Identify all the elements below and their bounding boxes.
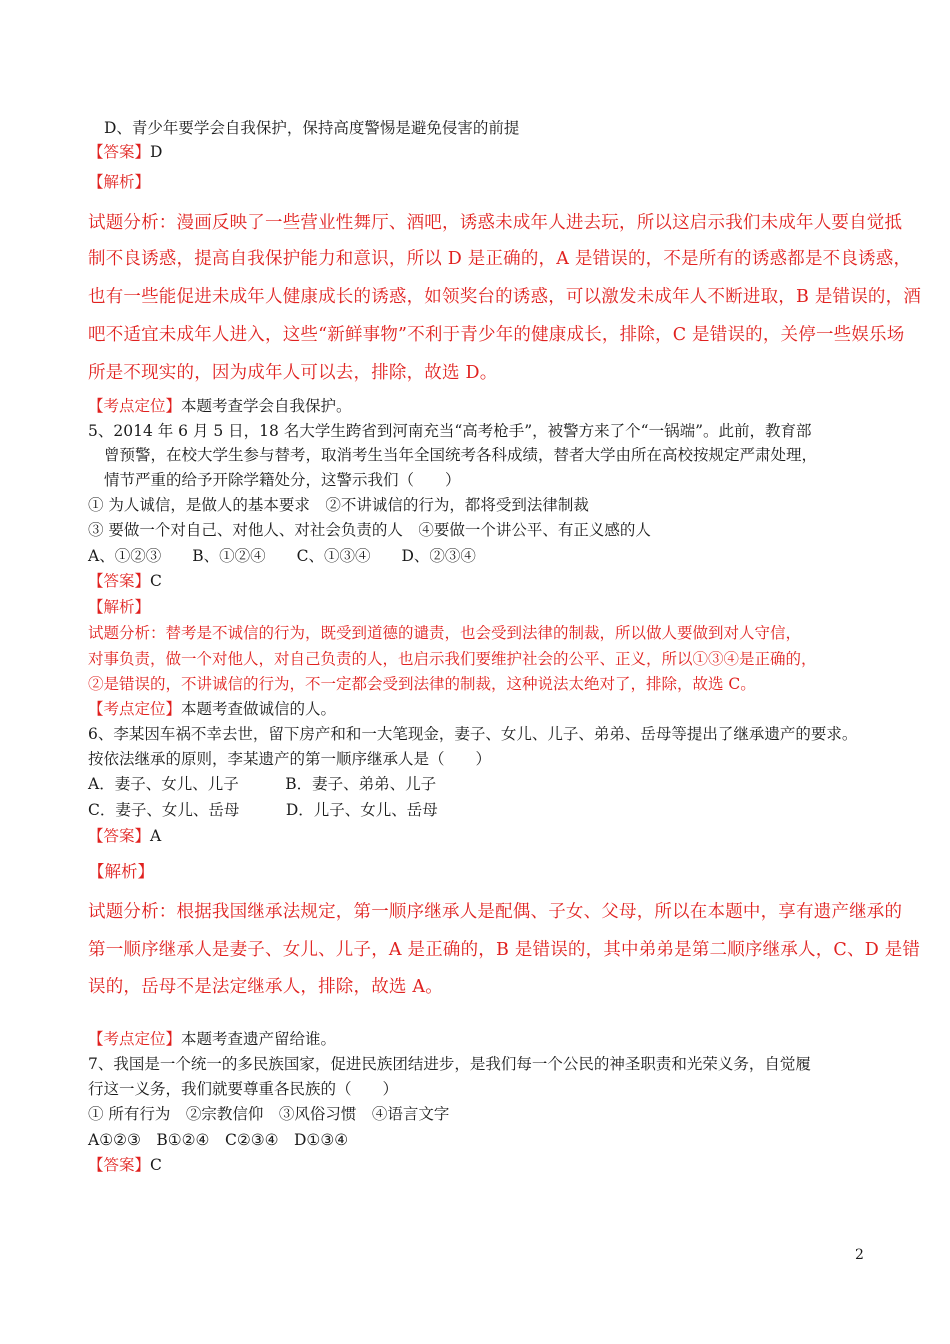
q7-options: A①②③ B①②④ C②③④ D①③④ bbox=[88, 1131, 349, 1149]
q6-stem-line: 6、李某因车祸不幸去世，留下房产和和一大笔现金，妻子、女儿、儿子、弟弟、岳母等提出了继承遗产的要求。 bbox=[88, 725, 858, 743]
q5-stem-line: 情节严重的给予开除学籍处分，这警示我们（ ） bbox=[104, 471, 461, 489]
q4-analysis-line: 试题分析：漫画反映了一些营业性舞厅、酒吧，诱惑未成年人进去玩，所以这启示我们未成年人要自觉抵 bbox=[88, 213, 903, 233]
q6-analysis-tag: 【解析】 bbox=[88, 862, 154, 881]
q6-answer bbox=[88, 824, 161, 848]
q4-point bbox=[88, 394, 352, 418]
q4-analysis-tag: 【解析】 bbox=[88, 173, 151, 191]
q7-answer bbox=[88, 1153, 162, 1177]
point-text: 本题考查遗产留给谁。 bbox=[181, 1030, 337, 1048]
q4-analysis-line: 所是不现实的，因为成年人可以去，排除，故选 D。 bbox=[88, 363, 498, 383]
q5-options: A、①②③ B、①②④ C、①③④ D、②③④ bbox=[88, 547, 476, 565]
q6-stem-line: 按依法继承的原则，李某遗产的第一顺序继承人是（ ） bbox=[88, 750, 492, 768]
answer-tag: 【答案】 bbox=[88, 827, 151, 845]
q5-stem-line: 5、2014 年 6 月 5 日，18 名大学生跨省到河南充当“高考枪手”，被警方来了个“一锅端”。此前，教育部 bbox=[88, 422, 812, 440]
q5-analysis-tag: 【解析】 bbox=[88, 598, 151, 616]
q4-analysis-line: 制不良诱惑，提高自我保护能力和意识，所以 D 是正确的，A 是错误的，不是所有的诱惑都是不良诱惑， bbox=[88, 249, 912, 269]
q5-statement: ③ 要做一个对自己、对他人、对社会负责的人 ④要做一个讲公平、有正义感的人 bbox=[88, 521, 651, 539]
q6-analysis-line: 试题分析：根据我国继承法规定，第一顺序继承人是配偶、子女、父母，所以在本题中，享有遗产继承的 bbox=[88, 902, 903, 922]
answer-tag: 【答案】 bbox=[88, 143, 151, 161]
answer-value: C bbox=[150, 572, 162, 590]
q7-stem-line: 7、我国是一个统一的多民族国家，促进民族团结进步，是我们每一个公民的神圣职责和光荣义务，自觉履 bbox=[88, 1055, 811, 1073]
answer-tag: 【答案】 bbox=[88, 572, 151, 590]
q4-option-d: D、青少年要学会自我保护，保持高度警惕是避免侵害的前提 bbox=[104, 119, 520, 137]
answer-value: C bbox=[150, 1156, 162, 1174]
q5-statement: ① 为人诚信，是做人的基本要求 ②不讲诚信的行为，都将受到法律制裁 bbox=[88, 496, 589, 514]
answer-value: D bbox=[150, 143, 163, 161]
q5-analysis-line: 试题分析：替考是不诚信的行为，既受到道德的谴责，也会受到法律的制裁，所以做人要做到对人守信， bbox=[88, 624, 802, 642]
answer-tag: 【答案】 bbox=[88, 1156, 151, 1174]
point-tag: 【考点定位】 bbox=[88, 1030, 182, 1048]
point-tag: 【考点定位】 bbox=[88, 397, 182, 415]
q6-point bbox=[88, 1027, 336, 1051]
q5-stem-line: 曾预警，在校大学生参与替考，取消考生当年全国统考各科成绩，替者大学由所在高校按规定严肃处理， bbox=[104, 446, 818, 464]
q5-analysis-line: 对事负责，做一个对他人，对自己负责的人，也启示我们要维护社会的公平、正义，所以①③④是正确的， bbox=[88, 650, 817, 668]
q6-option-line: C．妻子、女儿、岳母 D．儿子、女儿、岳母 bbox=[88, 801, 438, 819]
q4-analysis-line: 吧不适宜未成年人进入，这些“新鲜事物”不利于青少年的健康成长，排除，C 是错误的，关停一些娱乐场 bbox=[88, 325, 905, 345]
page-number: 2 bbox=[855, 1247, 864, 1263]
q5-point bbox=[88, 697, 336, 721]
point-text: 本题考查学会自我保护。 bbox=[181, 397, 352, 415]
q6-analysis-line: 第一顺序继承人是妻子、女儿、儿子，A 是正确的，B 是错误的，其中弟弟是第二顺序继承人，C、D 是错 bbox=[88, 940, 921, 960]
q7-stem-line: 行这一义务，我们就要尊重各民族的（ ） bbox=[88, 1080, 399, 1098]
q6-analysis-line: 误的，岳母不是法定继承人，排除，故选 A。 bbox=[88, 977, 443, 997]
answer-value: A bbox=[150, 827, 162, 845]
point-text: 本题考查做诚信的人。 bbox=[181, 700, 337, 718]
q5-analysis-line: ②是错误的，不讲诚信的行为，不一定都会受到法律的制裁，这种说法太绝对了，排除，故选 C。 bbox=[88, 675, 756, 693]
q6-option-line: A．妻子、女儿、儿子 B．妻子、弟弟、儿子 bbox=[88, 775, 437, 793]
q4-analysis-line: 也有一些能促进未成年人健康成长的诱惑，如领奖台的诱惑，可以激发未成年人不断进取，B 是错误的，酒 bbox=[88, 287, 922, 307]
point-tag: 【考点定位】 bbox=[88, 700, 182, 718]
q4-answer bbox=[88, 140, 162, 164]
q7-statements: ① 所有行为 ②宗教信仰 ③风俗习惯 ④语言文字 bbox=[88, 1105, 450, 1123]
q5-answer bbox=[88, 569, 162, 593]
